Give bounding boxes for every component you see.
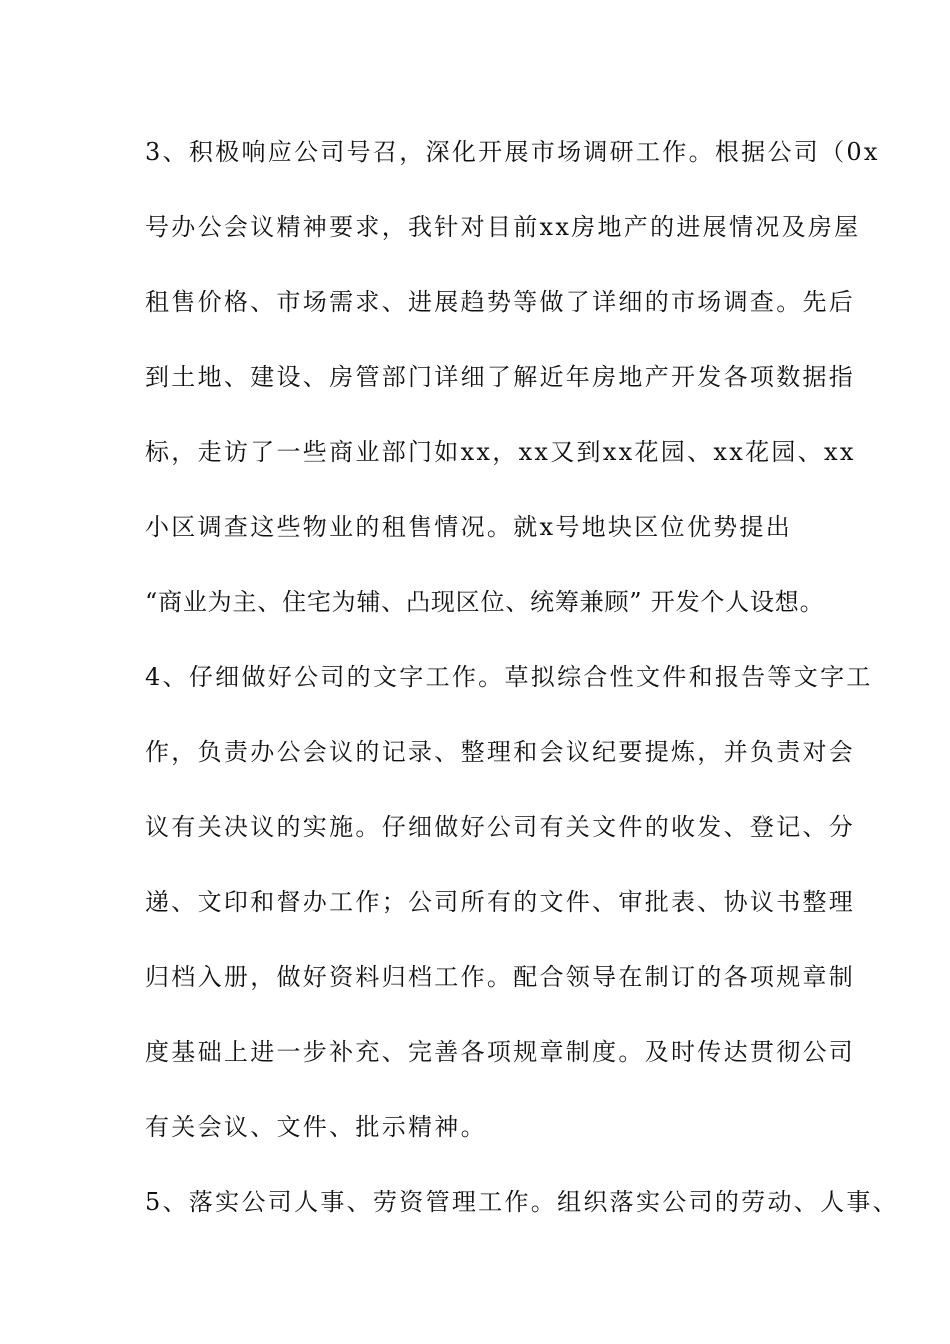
text-line: 作，负责办公会议的记录、整理和会议纪要提炼，并负责对会: [145, 738, 856, 766]
text-line: 小区调查这些物业的租售情况。就x号地块区位优势提出: [145, 513, 793, 541]
text-line: 度基础上进一步补充、完善各项规章制度。及时传达贯彻公司: [145, 1038, 856, 1066]
text-line: 议有关决议的实施。仔细做好公司有关文件的收发、登记、分: [145, 813, 856, 841]
text-line: 标，走访了一些商业部门如xx，xx又到xx花园、xx花园、xx: [145, 438, 856, 466]
text-line: 有关会议、文件、批示精神。: [145, 1113, 487, 1141]
text-line: 归档入册，做好资料归档工作。配合领导在制订的各项规章制: [145, 963, 856, 991]
text-line: “商业为主、住宅为辅、凸现区位、统筹兼顾” 开发个人设想。: [145, 588, 825, 616]
text-line: 5、落实公司人事、劳资管理工作。组织落实公司的劳动、人事、: [145, 1188, 899, 1216]
text-line: 租售价格、市场需求、进展趋势等做了详细的市场调查。先后: [145, 288, 856, 316]
text-line: 号办公会议精神要求，我针对目前xx房地产的进展情况及房屋: [145, 213, 861, 241]
text-line: 到土地、建设、房管部门详细了解近年房地产开发各项数据指: [145, 363, 856, 391]
text-line: 4、仔细做好公司的文字工作。草拟综合性文件和报告等文字工: [145, 663, 873, 691]
text-line: 递、文印和督办工作；公司所有的文件、审批表、协议书整理: [145, 888, 856, 916]
text-line: 3、积极响应公司号召，深化开展市场调研工作。根据公司（0x: [145, 138, 880, 166]
